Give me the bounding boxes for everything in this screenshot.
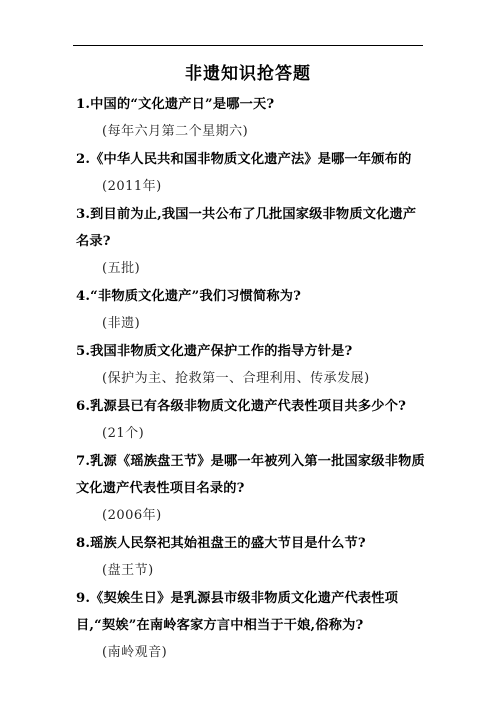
question-2: 2.《中华人民共和国非物质文化遗产法》是哪一年颁布的 [76,152,412,167]
question-5: 5.我国非物质文化遗产保护工作的指导方针是? [76,344,353,359]
answer-1: (每年六月第二个星期六) [102,124,249,139]
qa-item-1 [76,91,426,146]
answer-3: (五批) [102,261,141,276]
question-6: 6.乳源县已有各级非物质文化遗产代表性项目共多少个? [76,399,407,414]
question-7: 7.乳源《瑶族盘王节》是哪一年被列入第一批国家级非物质文化遗产代表性项目名录的? [76,454,425,496]
answer-7: (2006年) [102,508,162,523]
qa-item-5 [76,338,426,393]
question-1: 1.中国的“文化遗产日”是哪一天? [76,97,275,112]
answer-2: (2011年) [102,179,162,194]
page-title: 非遗知识抢答题 [185,64,311,84]
answer-4: (非遗) [102,316,141,331]
question-9: 9.《契娭生日》是乳源县市级非物质文化遗产代表性项目,“契娭”在南岭客家方言中相当于干娘,俗称为? [76,591,399,633]
qa-item-4 [76,283,426,338]
qa-item-9 [76,585,426,667]
answer-6: (21个) [102,426,145,441]
qa-item-2 [76,146,426,201]
qa-list [76,91,426,667]
qa-item-8 [76,530,426,585]
question-3: 3.到目前为止,我国一共公布了几批国家级非物质文化遗产名录? [76,207,417,249]
qa-item-7 [76,448,426,530]
answer-5: (保护为主、抢救第一、合理利用、传承发展) [102,371,370,386]
question-4: 4.“非物质文化遗产”我们习惯简称为? [76,289,302,304]
qa-item-6 [76,393,426,448]
header-rule [73,45,423,46]
qa-item-3 [76,201,426,283]
question-8: 8.瑶族人民祭祀其始祖盘王的盛大节目是什么节? [76,536,366,551]
answer-8: (盘王节) [102,563,154,578]
answer-9: (南岭观音) [102,645,168,660]
